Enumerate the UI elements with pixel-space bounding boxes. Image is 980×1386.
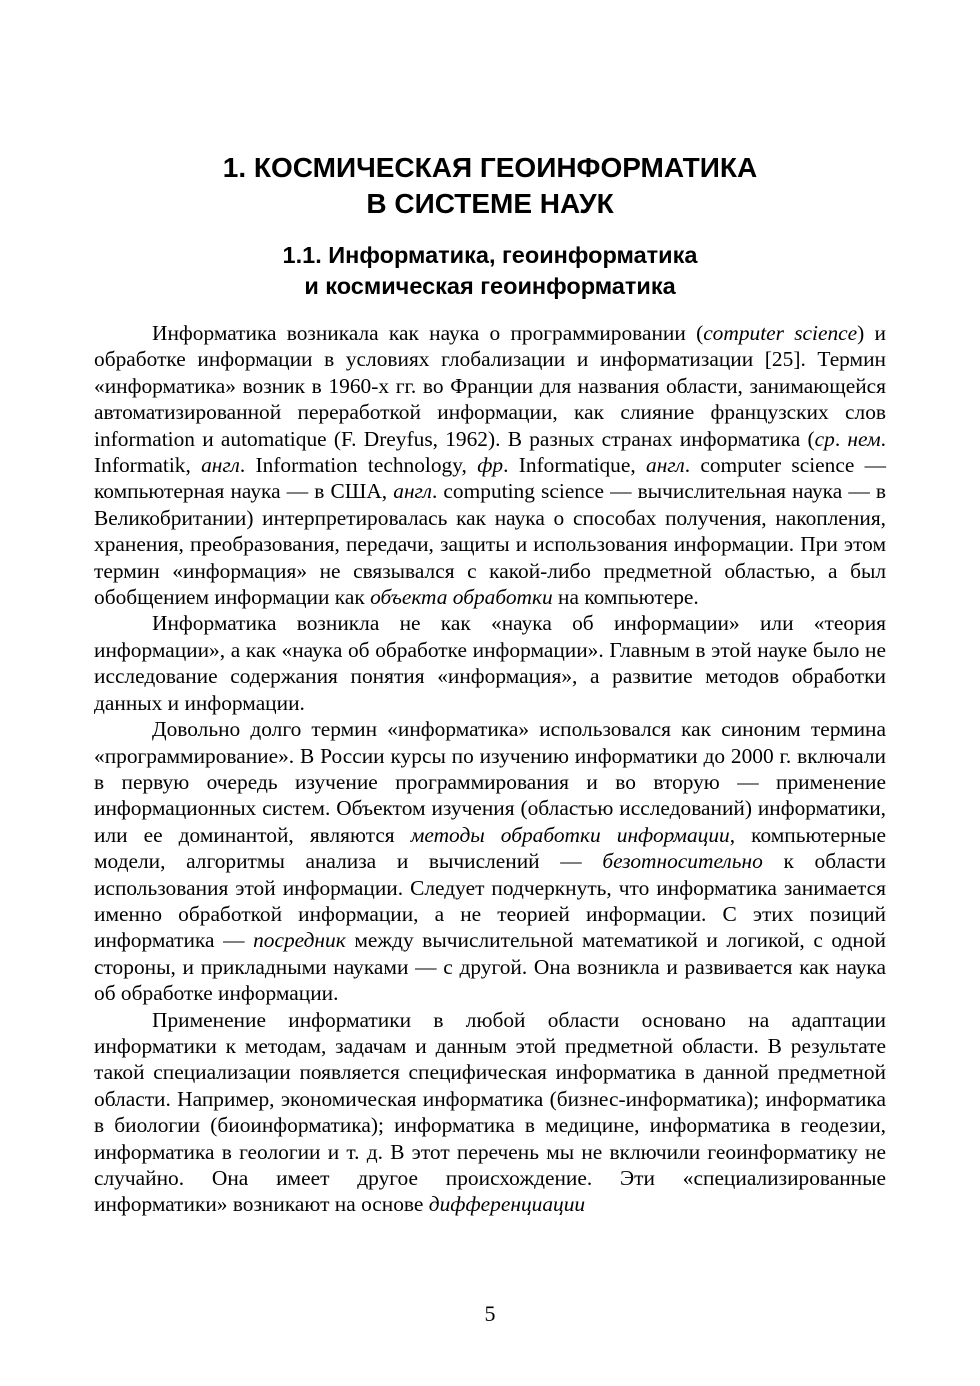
- text-run: , компьютерные модели, алгоритмы анализа и вычислений —: [94, 822, 887, 874]
- text-run: Информатика возникала как наука о программировании (: [152, 321, 704, 345]
- paragraph: [94, 716, 886, 1006]
- text-run: ) и обработке информации в условиях глобализации и информатизации [25]. Термин «информатика» возник в 1960-х гг. во Франции для названия области, занимающейся автоматизированной переработкой информации, как слияние французских слов information и automatique (F. Dreyfus, 1962). В разных странах информатика (: [94, 321, 886, 451]
- section-title: [0, 240, 980, 302]
- italic-term: дифференциации: [428, 1192, 586, 1217]
- italic-term: безотносительно: [602, 849, 763, 874]
- chapter-title: [0, 150, 980, 222]
- text-run: к области использования этой информации. Следует подчеркнуть, что информатика занимается именно обработкой информации, а не теорией информации. С этих позиций информатика —: [94, 849, 886, 953]
- section-title-line-2: и космическая геоинформатика: [304, 273, 676, 299]
- italic-term: computer science: [703, 321, 858, 345]
- italic-term: методы обработки информации: [410, 822, 730, 847]
- italic-term: англ: [393, 479, 432, 504]
- text-run: . computer science — компьютерная наука — в США,: [94, 453, 886, 504]
- text-run: Информатика возникла не как «наука об информации» или «теория информации», а как «наука об обработке информации». Главным в этой науке было не исследование содержания понятия «информация», а развитие методов обработки данных и информации.: [94, 611, 886, 715]
- chapter-title-line-2: В СИСТЕМЕ НАУК: [366, 188, 614, 219]
- text-run: Довольно долго термин «информатика» использовался как синоним термина «программирование». В России курсы по изучению информатики до 2000 г. включали в первую очередь изучение программирования и во вторую — применение информационных систем. Объектом изучения (областью исследований) информатики, или ее доминантой, являются: [94, 717, 886, 847]
- text-run: Применение информатики в любой области основано на адаптации информатики к методам, задачам и данным этой предметной области. В результате такой специализации появляется специфическая информатика в данной предметной области. Например, экономическая информатика (бизнес-информатика); информатика в биологии (биоинформатика); информатика в медицине, информатика в геодезии, информатика в геологии и т. д. В этот перечень мы не включили геоинформатику не случайно. Она имеет другое происхождение. Эти «специализированные информатики» возникают на основе: [94, 1007, 886, 1217]
- page-number: 5: [484, 1301, 496, 1326]
- text-run: . Informatique,: [503, 453, 646, 478]
- text-run: . Information technology,: [239, 453, 478, 478]
- italic-term: объекта обработки: [370, 585, 553, 610]
- italic-term: фр: [477, 453, 504, 478]
- italic-term: нем: [847, 426, 881, 451]
- paragraph: [94, 320, 886, 610]
- paragraph: [94, 610, 886, 716]
- paragraph: [94, 1007, 886, 1218]
- text-run: .: [834, 426, 848, 451]
- text-run: . computing science — вычислительная наука — в Великобритании) интерпретировалась как наука о способах получения, накопления, хранения, преобразования, передачи, защиты и использования информации. При этом термин «информация» не связывался с какой-либо предметной областью, а был обобщением информации как: [94, 479, 886, 610]
- italic-term: посредник: [253, 928, 346, 953]
- body-text: [94, 320, 886, 1218]
- italic-term: англ: [646, 453, 685, 478]
- italic-term: англ: [201, 453, 240, 478]
- section-title-line-1: 1.1. Информатика, геоинформатика: [282, 242, 698, 268]
- text-run: . Informatik,: [94, 426, 886, 478]
- text-run: на компьютере.: [552, 585, 699, 610]
- italic-term: ср: [814, 426, 835, 451]
- text-run: между вычислительной математикой и логикой, с одной стороны, и прикладными науками — с другой. Она возникла и развивается как наука об обработке информации.: [94, 928, 886, 1006]
- chapter-title-line-1: 1. КОСМИЧЕСКАЯ ГЕОИНФОРМАТИКА: [222, 152, 758, 183]
